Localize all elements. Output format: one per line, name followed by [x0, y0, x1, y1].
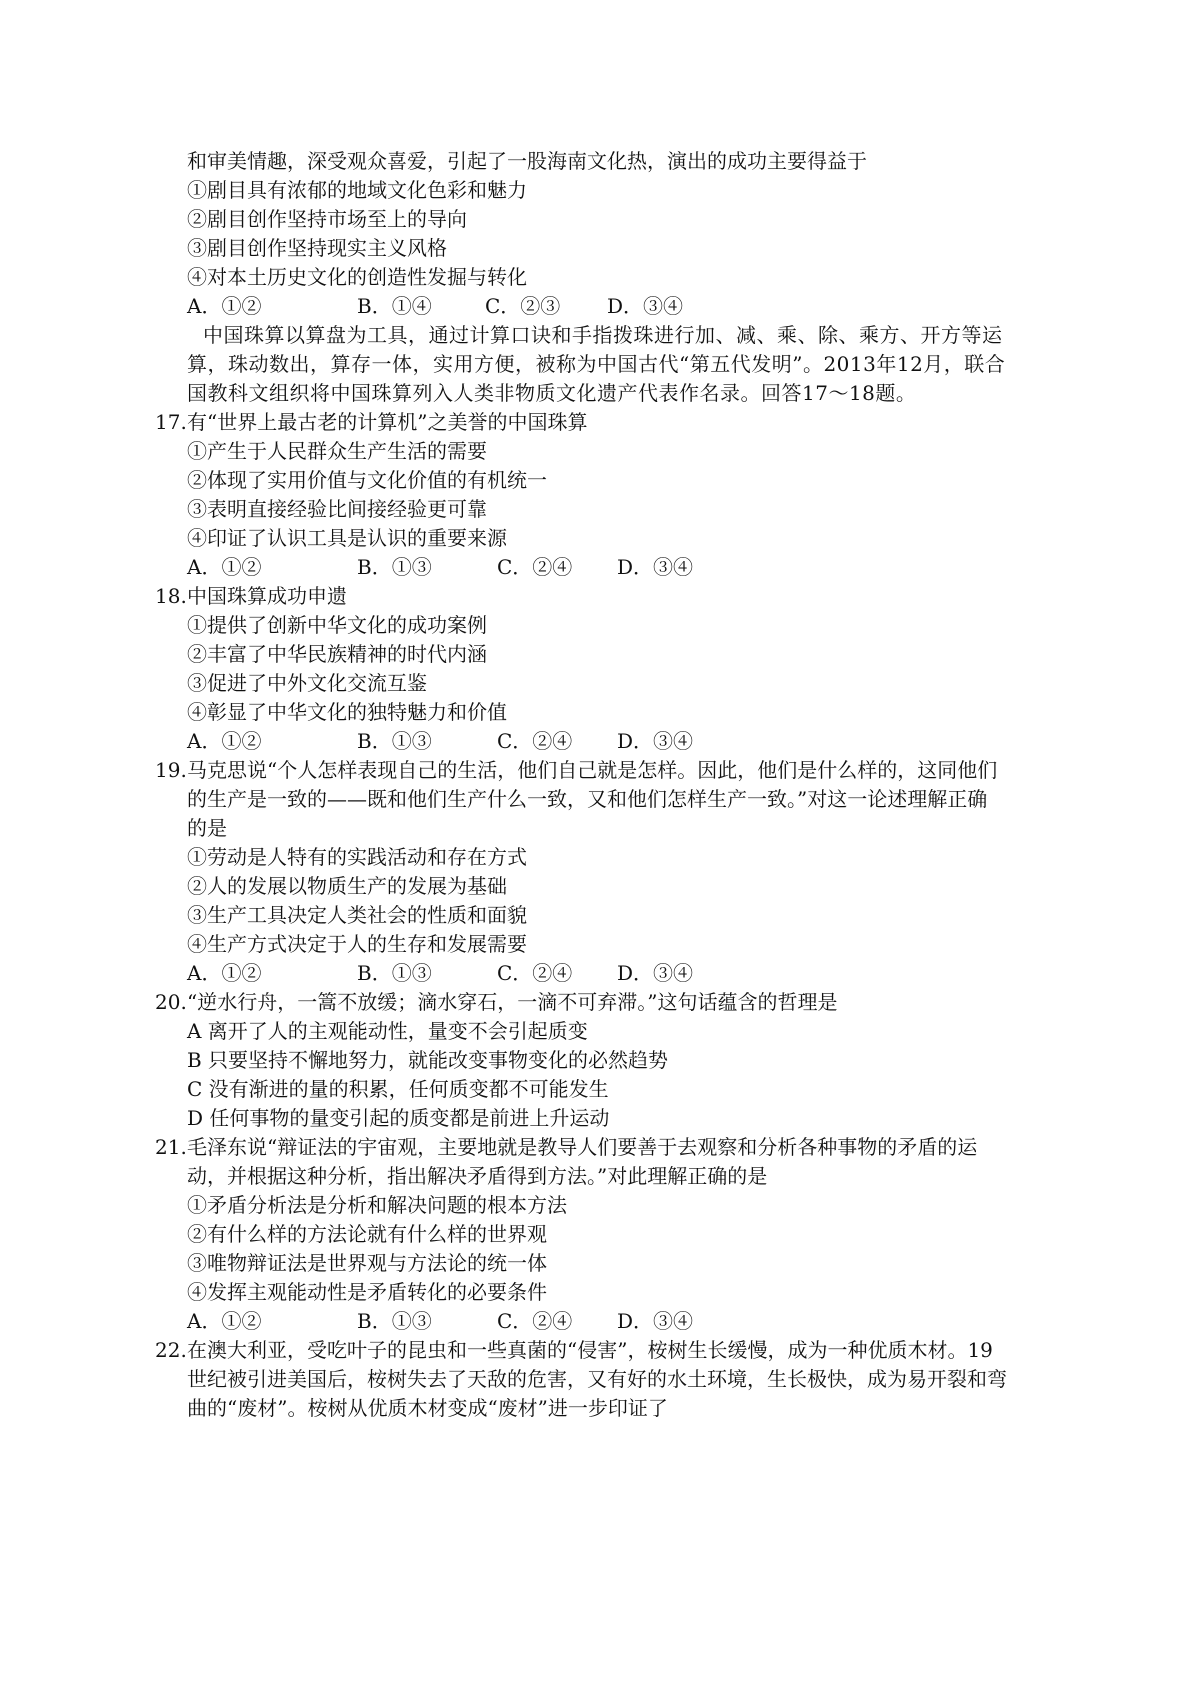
q19-options	[187, 958, 693, 988]
option-b: B．①③	[357, 555, 432, 579]
q19-stem-line: 的生产是一致的——既和他们生产什么一致，又和他们怎样生产一致。”对这一论述理解正确	[187, 787, 988, 811]
q20-item: A 离开了人的主观能动性，量变不会引起质变	[187, 1019, 588, 1043]
option-d: D．③④	[607, 294, 684, 318]
question-number: 19.	[155, 758, 187, 782]
q19-item: ④生产方式决定于人的生存和发展需要	[187, 932, 527, 956]
option-c: C．②④	[497, 555, 573, 579]
q17-item: ②体现了实用价值与文化价值的有机统一	[187, 468, 547, 492]
q21-stem: 21.毛泽东说“辩证法的宇宙观，主要地就是教导人们要善于去观察和分析各种事物的矛盾的运	[155, 1132, 977, 1162]
q21-stem-line: 动，并根据这种分析，指出解决矛盾得到方法。”对此理解正确的是	[187, 1164, 768, 1188]
q22-stem: 22.在澳大利亚，受吃叶子的昆虫和一些真菌的“侵害”，桉树生长缓慢，成为一种优质木材。19	[155, 1335, 993, 1365]
q21-item: ④发挥主观能动性是矛盾转化的必要条件	[187, 1280, 547, 1304]
option-d: D．③④	[617, 961, 694, 985]
q20-item: C 没有渐进的量的积累，任何质变都不可能发生	[187, 1077, 609, 1101]
q17-item: ③表明直接经验比间接经验更可靠	[187, 497, 487, 521]
q19-stem-line: 的是	[187, 816, 227, 840]
q16-item: ①剧目具有浓郁的地域文化色彩和魅力	[187, 178, 527, 202]
option-a: A．①②	[187, 1309, 262, 1333]
option-a: A．①②	[187, 961, 262, 985]
option-d: D．③④	[617, 555, 694, 579]
q17-item: ①产生于人民群众生产生活的需要	[187, 439, 487, 463]
passage-line: 算，珠动数出，算存一体，实用方便，被称为中国古代“第五代发明”。2013年12月，联合	[187, 352, 1006, 376]
q20-item: B 只要坚持不懈地努力，就能改变事物变化的必然趋势	[187, 1048, 669, 1072]
q16-item: ③剧目创作坚持现实主义风格	[187, 236, 447, 260]
q21-item: ②有什么样的方法论就有什么样的世界观	[187, 1222, 547, 1246]
question-number: 18.	[155, 584, 187, 608]
q18-item: ③促进了中外文化交流互鉴	[187, 671, 427, 695]
option-c: C．②④	[497, 961, 573, 985]
intro-tail: 和审美情趣，深受观众喜爱，引起了一股海南文化热，演出的成功主要得益于	[187, 149, 867, 173]
q18-item: ②丰富了中华民族精神的时代内涵	[187, 642, 487, 666]
q16-item: ②剧目创作坚持市场至上的导向	[187, 207, 467, 231]
question-number: 21.	[155, 1135, 187, 1159]
q19-item: ③生产工具决定人类社会的性质和面貌	[187, 903, 527, 927]
q16-item: ④对本土历史文化的创造性发掘与转化	[187, 265, 527, 289]
q18-item: ④彰显了中华文化的独特魅力和价值	[187, 700, 507, 724]
q22-stem-line: 曲的“废材”。桉树从优质木材变成“废材”进一步印证了	[187, 1396, 668, 1420]
q18-item: ①提供了创新中华文化的成功案例	[187, 613, 487, 637]
option-c: C．②④	[497, 1309, 573, 1333]
option-c: C．②④	[497, 729, 573, 753]
question-number: 20.	[155, 990, 187, 1014]
q19-item: ①劳动是人特有的实践活动和存在方式	[187, 845, 527, 869]
q19-stem: 19.马克思说“个人怎样表现自己的生活，他们自己就是怎样。因此，他们是什么样的，这同他们	[155, 755, 997, 785]
option-c: C．②③	[485, 294, 561, 318]
option-b: B．①③	[357, 729, 432, 753]
q20-stem: 20.“逆水行舟，一篙不放缓；滴水穿石，一滴不可弃滞。”这句话蕴含的哲理是	[155, 987, 837, 1017]
passage-line: 国教科文组织将中国珠算列入人类非物质文化遗产代表作名录。回答17～18题。	[187, 381, 917, 405]
option-d: D．③④	[617, 1309, 694, 1333]
q19-item: ②人的发展以物质生产的发展为基础	[187, 874, 507, 898]
q22-stem-line: 世纪被引进美国后，桉树失去了天敌的危害，又有好的水土环境，生长极快，成为易开裂和弯	[187, 1367, 1007, 1391]
q18-stem: 18.中国珠算成功申遗	[155, 581, 347, 611]
passage-line: 中国珠算以算盘为工具，通过计算口诀和手指拨珠进行加、减、乘、除、乘方、开方等运	[203, 323, 1003, 347]
option-a: A．①②	[187, 294, 262, 318]
option-b: B．①③	[357, 1309, 432, 1333]
option-a: A．①②	[187, 729, 262, 753]
q21-options	[187, 1306, 693, 1336]
q17-options	[187, 552, 693, 582]
option-a: A．①②	[187, 555, 262, 579]
q20-item: D 任何事物的量变引起的质变都是前进上升运动	[187, 1106, 610, 1130]
q16-options	[187, 291, 683, 321]
option-d: D．③④	[617, 729, 694, 753]
question-number: 22.	[155, 1338, 187, 1362]
q21-item: ③唯物辩证法是世界观与方法论的统一体	[187, 1251, 547, 1275]
question-number: 17.	[155, 410, 187, 434]
q21-item: ①矛盾分析法是分析和解决问题的根本方法	[187, 1193, 567, 1217]
option-b: B．①④	[357, 294, 432, 318]
q17-stem: 17.有“世界上最古老的计算机”之美誉的中国珠算	[155, 407, 587, 437]
q18-options	[187, 726, 693, 756]
q17-item: ④印证了认识工具是认识的重要来源	[187, 526, 507, 550]
option-b: B．①③	[357, 961, 432, 985]
